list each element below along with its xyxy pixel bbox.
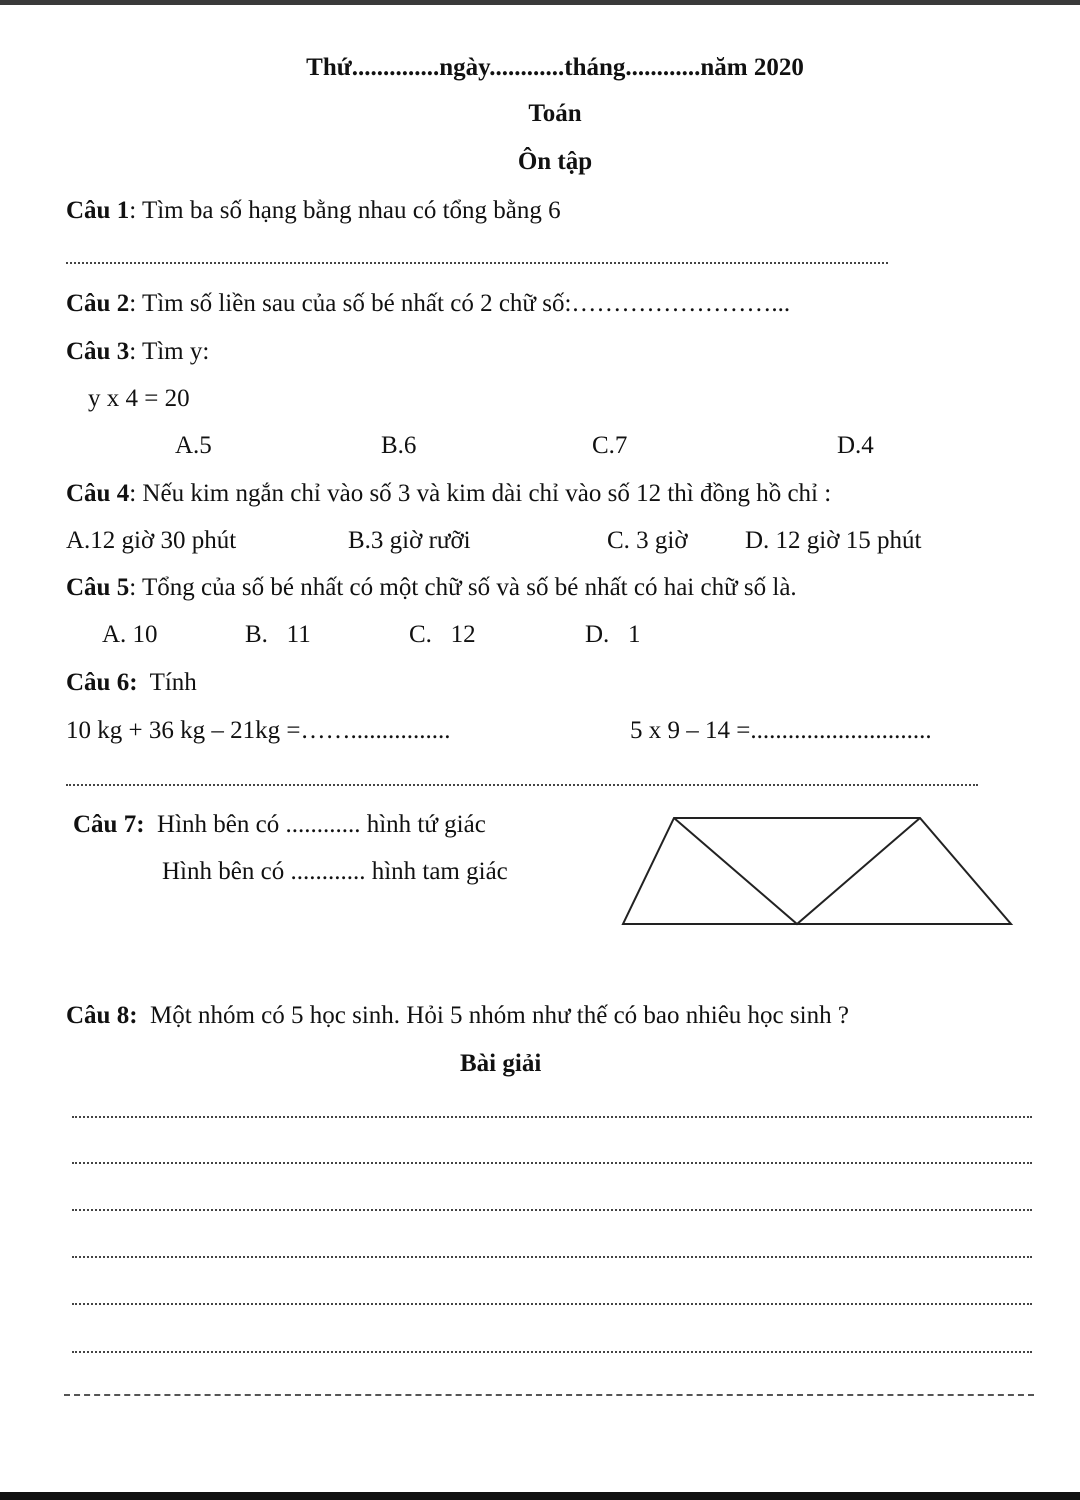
solution-line-6[interactable] xyxy=(72,1351,1032,1353)
question-8 xyxy=(66,1001,849,1031)
question-7 xyxy=(73,810,486,840)
question-2-text: : Tìm số liền sau của số bé nhất có 2 chữ số:……………………... xyxy=(129,290,791,317)
solution-line-7[interactable] xyxy=(64,1394,1034,1396)
solution-line-1[interactable] xyxy=(72,1116,1032,1118)
question-4-label: Câu 4 xyxy=(66,480,130,507)
question-3 xyxy=(66,337,209,367)
q6-expression-2: 5 x 9 – 14 =............................. xyxy=(630,717,932,744)
question-4-text: : Nếu kim ngắn chỉ vào số 3 và kim dài chỉ vào số 12 thì đồng hồ chỉ : xyxy=(129,480,832,507)
question-6-text: Tính xyxy=(137,669,197,696)
question-2-label: Câu 2 xyxy=(66,290,130,317)
question-1-label: Câu 1 xyxy=(66,197,130,224)
question-4 xyxy=(66,479,831,509)
question-7-label: Câu 7: xyxy=(73,811,145,838)
q4-option-b[interactable]: B.3 giờ rưỡi xyxy=(348,527,471,554)
q3-option-c[interactable]: C.7 xyxy=(592,432,628,459)
subject-title: Toán xyxy=(528,100,582,127)
q4-option-c[interactable]: C. 3 giờ xyxy=(607,527,688,554)
answer-line-6[interactable] xyxy=(66,784,978,786)
page-title: Ôn tập xyxy=(517,148,593,175)
question-3-text: : Tìm y: xyxy=(129,338,210,365)
inner-v-lines xyxy=(674,818,920,924)
solution-line-4[interactable] xyxy=(72,1256,1032,1258)
question-6 xyxy=(66,668,197,698)
q4-option-d[interactable]: D. 12 giờ 15 phút xyxy=(745,527,922,554)
q3-option-a[interactable]: A.5 xyxy=(175,432,212,459)
question-7-line-2: Hình bên có ............ hình tam giác xyxy=(162,858,508,885)
q5-option-c[interactable]: C. 12 xyxy=(409,621,476,648)
q4-option-a[interactable]: A.12 giờ 30 phút xyxy=(66,527,237,554)
q5-option-d[interactable]: D. 1 xyxy=(585,621,641,648)
q5-option-a[interactable]: A. 10 xyxy=(102,621,158,648)
q6-expression-1: 10 kg + 36 kg – 21kg =……................ xyxy=(66,717,451,744)
question-3-label: Câu 3 xyxy=(66,338,130,365)
question-1-text: : Tìm ba số hạng bằng nhau có tổng bằng 6 xyxy=(129,197,561,224)
date-line: Thứ..............ngày............tháng............năm 2020 xyxy=(306,54,804,81)
solution-line-3[interactable] xyxy=(72,1209,1032,1211)
question-5 xyxy=(66,573,797,603)
top-border xyxy=(0,0,1080,5)
question-5-text: : Tổng của số bé nhất có một chữ số và số bé nhất có hai chữ số là. xyxy=(129,574,797,601)
trapezoid-outline xyxy=(623,818,1011,924)
question-7-line-1: Hình bên có ............ hình tứ giác xyxy=(144,811,486,838)
q3-option-b[interactable]: B.6 xyxy=(381,432,417,459)
solution-line-2[interactable] xyxy=(72,1162,1032,1164)
answer-line-1[interactable] xyxy=(66,262,888,264)
question-8-label: Câu 8: xyxy=(66,1002,138,1029)
q5-option-b[interactable]: B. 11 xyxy=(245,621,311,648)
question-1 xyxy=(66,196,561,226)
question-8-text: Một nhóm có 5 học sinh. Hỏi 5 nhóm như thế có bao nhiêu học sinh ? xyxy=(137,1002,849,1029)
q3-option-d[interactable]: D.4 xyxy=(837,432,874,459)
question-6-label: Câu 6: xyxy=(66,669,138,696)
question-5-label: Câu 5 xyxy=(66,574,130,601)
bottom-border xyxy=(0,1492,1080,1500)
question-2 xyxy=(66,289,790,319)
trapezoid-figure xyxy=(615,810,1025,935)
solution-line-5[interactable] xyxy=(72,1303,1032,1305)
solution-title: Bài giải xyxy=(460,1050,542,1077)
question-3-equation: y x 4 = 20 xyxy=(88,385,190,412)
